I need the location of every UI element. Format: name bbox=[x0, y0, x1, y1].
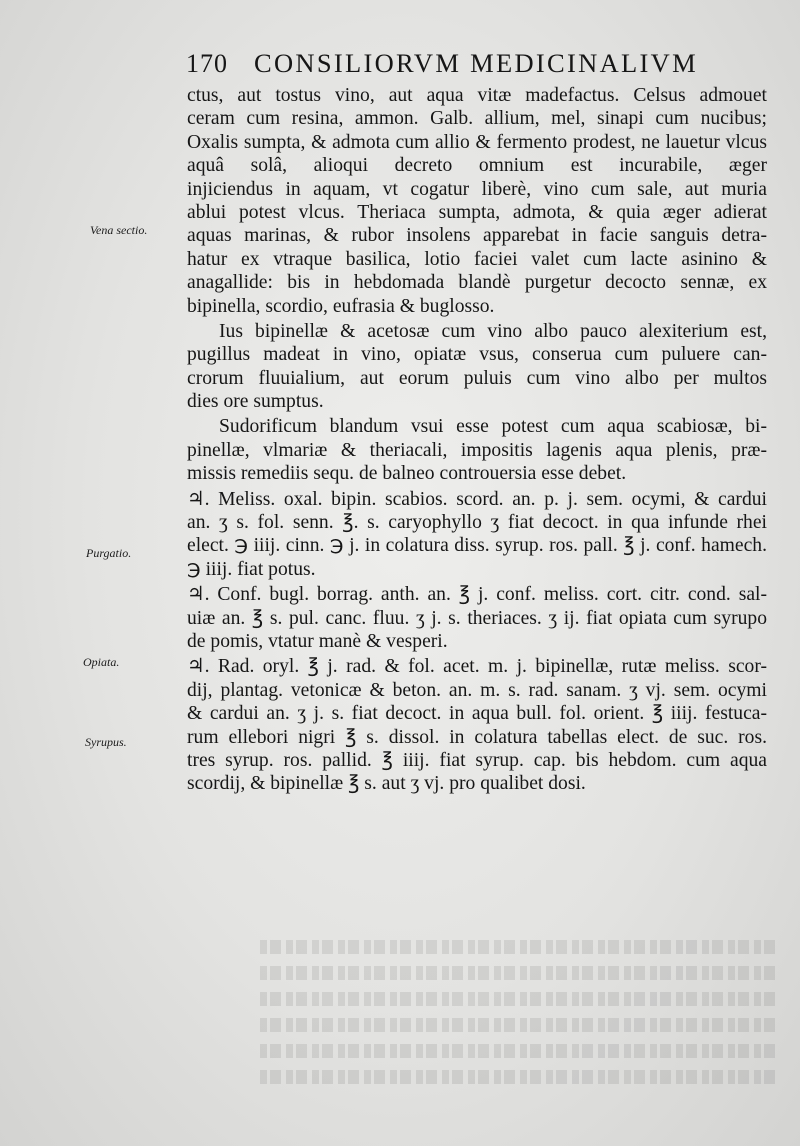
text-line: bipinella, scordio, eufrasia & buglosso. bbox=[187, 295, 495, 317]
text-line: scordij, & bipinellæ ℥ s. aut ʒ vj. pro qualibet dosi. bbox=[187, 773, 586, 795]
recipe-opiata bbox=[187, 583, 767, 653]
text-line: Ius bipinellæ & acetosæ cum vino albo pauco alexiterium est, bbox=[219, 320, 767, 342]
paragraph-1 bbox=[187, 84, 767, 318]
text-line: rum ellebori nigri ℥ s. dissol. in colatura tabellas elect. de suc. ros. bbox=[187, 726, 767, 748]
text-line: elect. ℈ iiij. cinn. ℈ j. in colatura diss. syrup. ros. pall. ℥ j. conf. hamech. bbox=[187, 535, 767, 557]
text-line: crorum fluuialium, aut eorum puluis cum vino albo per multos bbox=[187, 367, 767, 389]
text-line: missis remediis sequ. de balneo controuersia esse debet. bbox=[187, 463, 627, 485]
recipe-syrupus bbox=[187, 655, 767, 795]
text-line: ctus, aut tostus vino, aut aqua vitæ madefactus. Celsus admouet bbox=[187, 85, 767, 106]
text-line: ℈ iiij. fiat potus. bbox=[187, 558, 316, 580]
margin-note-vena-sectio: Vena sectio. bbox=[90, 223, 148, 237]
main-text bbox=[187, 84, 767, 796]
margin-note-syrupus: Syrupus. bbox=[85, 735, 127, 749]
text-line: Sudorificum blandum vsui esse potest cum aqua scabiosæ, bi- bbox=[219, 416, 767, 438]
recipe-purgatio bbox=[187, 488, 767, 582]
margin-note-purgatio: Purgatio. bbox=[86, 546, 132, 560]
text-line: de pomis, vtatur manè & vesperi. bbox=[187, 631, 448, 652]
text-line: pinellæ, vlmariæ & theriacali, impositis lagenis aqua plenis, præ- bbox=[187, 439, 767, 461]
text-line: aquas marinas, & rubor insolens apparebat in facie sanguis detra- bbox=[187, 225, 767, 247]
text-line: & cardui an. ʒ j. s. fiat decoct. in aqua bull. fol. orient. ℥ iiij. festuca- bbox=[187, 703, 767, 725]
text-line: anagallide: bis in hebdomada blandè purgetur decocto sennæ, ex bbox=[187, 272, 767, 294]
text-line: ♃. Meliss. oxal. bipin. scabios. scord. an. p. j. sem. ocymi, & cardui bbox=[187, 488, 767, 510]
text-line: Oxalis sumpta, & admota cum allio & fermento prodest, ne lauetur vlcus aquâ solâ, alioqui decreto omnium est incurabile, æger bbox=[187, 131, 767, 177]
page-header bbox=[186, 48, 746, 79]
text-line: pugillus madeat in vino, opiatæ vsus, conserua cum puluere can- bbox=[187, 344, 767, 366]
margin-note-opiata: Opiata. bbox=[83, 655, 120, 669]
text-line: hatur ex vtraque basilica, lotio faciei valet cum lacte asinino & bbox=[187, 248, 767, 270]
text-line: an. ʒ s. fol. senn. ℥. s. caryophyllo ʒ fiat decoct. in qua infunde rhei bbox=[187, 512, 767, 534]
text-line: dies ore sumptus. bbox=[187, 391, 324, 413]
text-line: ceram cum resina, ammon. Galb. allium, mel, sinapi cum nucibus; bbox=[187, 108, 767, 130]
text-line: ablui potest vlcus. Theriaca sumpta, admota, & quia æger adierat bbox=[187, 201, 767, 223]
text-line: dij, plantag. vetonicæ & beton. an. m. s. rad. sanam. ʒ vj. sem. ocymi bbox=[187, 679, 767, 701]
text-line: injiciendus in aquam, vt cogatur liberè, vino cum sale, aut muria bbox=[187, 178, 767, 200]
text-line: uiæ an. ℥ s. pul. canc. fluu. ʒ j. s. theriaces. ʒ ij. fiat opiata cum syrupo bbox=[187, 607, 767, 629]
paragraph-2 bbox=[187, 320, 767, 414]
text-line: ♃. Rad. oryl. ℥ j. rad. & fol. acet. m. j. bipinellæ, rutæ meliss. scor- bbox=[187, 656, 767, 678]
page-number: 170 bbox=[186, 49, 228, 78]
text-line: ♃. Conf. bugl. borrag. anth. an. ℥ j. conf. meliss. cort. citr. cond. sal- bbox=[187, 584, 767, 606]
bleed-through-text bbox=[260, 940, 780, 1130]
text-line: tres syrup. ros. pallid. ℥ iiij. fiat syrup. cap. bis hebdom. cum aqua bbox=[187, 749, 767, 771]
paragraph-3 bbox=[187, 415, 767, 485]
running-head: CONSILIORVM MEDICINALIVM bbox=[254, 48, 698, 78]
